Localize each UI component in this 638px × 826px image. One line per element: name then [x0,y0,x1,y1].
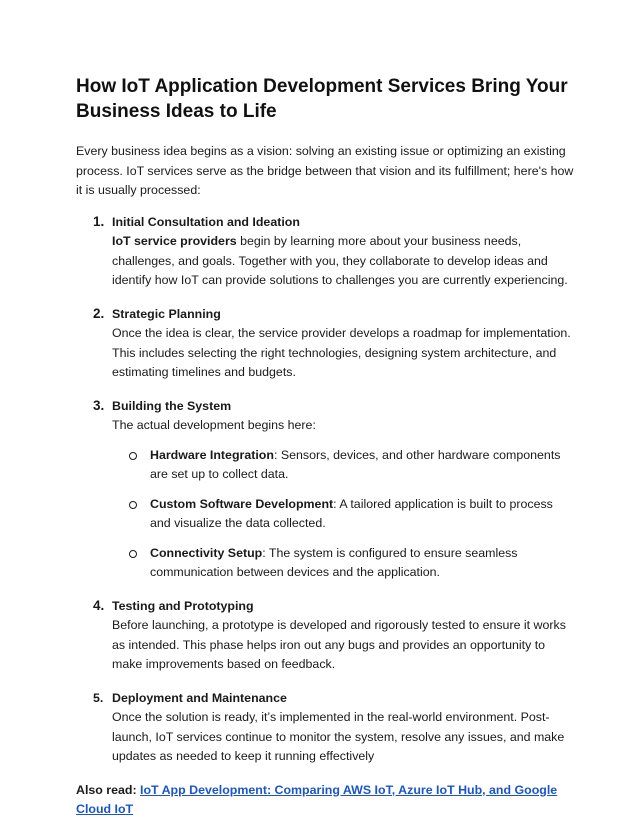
document-page [76,74,576,820]
article-title: How IoT Application Development Services Bring Your Business Ideas to Life [76,76,568,122]
step-item-5 [76,689,576,767]
hollow-circle-bullet-icon [129,452,137,460]
sub-item-text: : The system is configured to ensure seamless communication between devices and the application. [150,545,518,579]
sub-item-text: : A tailored application is built to process and visualize the data collected. [150,496,553,530]
hollow-circle-bullet-icon [129,501,137,509]
also-read-line [76,781,576,820]
step-body: Once the solution is ready, it’s implemented in the real-world environment. Post-launch, IoT services continue to monitor the system, resolve any issues, and make updates as needed to keep it running effectively [112,710,565,763]
sub-list-item [112,495,576,534]
also-read-link[interactable]: IoT App Development: Comparing AWS IoT, Azure IoT Hub, and Google Cloud IoT [76,782,558,816]
step-number: 4. [93,597,105,613]
sub-list [112,446,576,583]
step-body [112,232,576,291]
intro-paragraph: Every business idea begins as a vision: solving an existing issue or optimizing an existing process. IoT services serve as the bridge between that vision and its fulfillment; here's how it is usually processed: [76,144,574,197]
sub-item-bold: Hardware Integration [150,447,274,462]
step-number: 1. [93,213,105,229]
sub-item-text: : Sensors, devices, and other hardware components are set up to collect data. [150,447,561,481]
step-item-4 [76,597,576,675]
sub-item-bold: Custom Software Development [150,496,334,511]
step-body-bold: IoT service providers [112,234,237,248]
step-title: Initial Consultation and Ideation [112,214,300,229]
step-number: 2. [93,305,105,321]
step-body-text: begin by learning more about your business needs, challenges, and goals. Together with you, they collaborate to develop ideas and identify how IoT can provide solutions to challenges you are currently experiencing. [112,234,568,287]
step-title: Deployment and Maintenance [112,690,287,705]
step-item-3 [76,397,576,583]
hollow-circle-bullet-icon [129,550,137,558]
sub-list-item [112,446,576,485]
step-title: Building the System [112,398,232,413]
step-number: 5. [93,690,104,705]
also-read-label: Also read: [76,782,141,797]
steps-list [76,213,576,767]
step-body: Before launching, a prototype is developed and rigorously tested to ensure it works as intended. This phase helps iron out any bugs and provides an opportunity to make improvements based on feedback. [112,618,566,671]
step-title: Strategic Planning [112,306,221,321]
step-body: Once the idea is clear, the service provider develops a roadmap for implementation. This includes selecting the right technologies, designing system architecture, and estimating timelines and budgets. [112,326,571,379]
sub-list-item [112,544,576,583]
step-body: The actual development begins here: [112,418,316,432]
step-number: 3. [93,397,105,413]
sub-item-bold: Connectivity Setup [150,545,263,560]
step-item-2 [76,305,576,383]
step-title: Testing and Prototyping [112,598,254,613]
step-item-1 [76,213,576,291]
